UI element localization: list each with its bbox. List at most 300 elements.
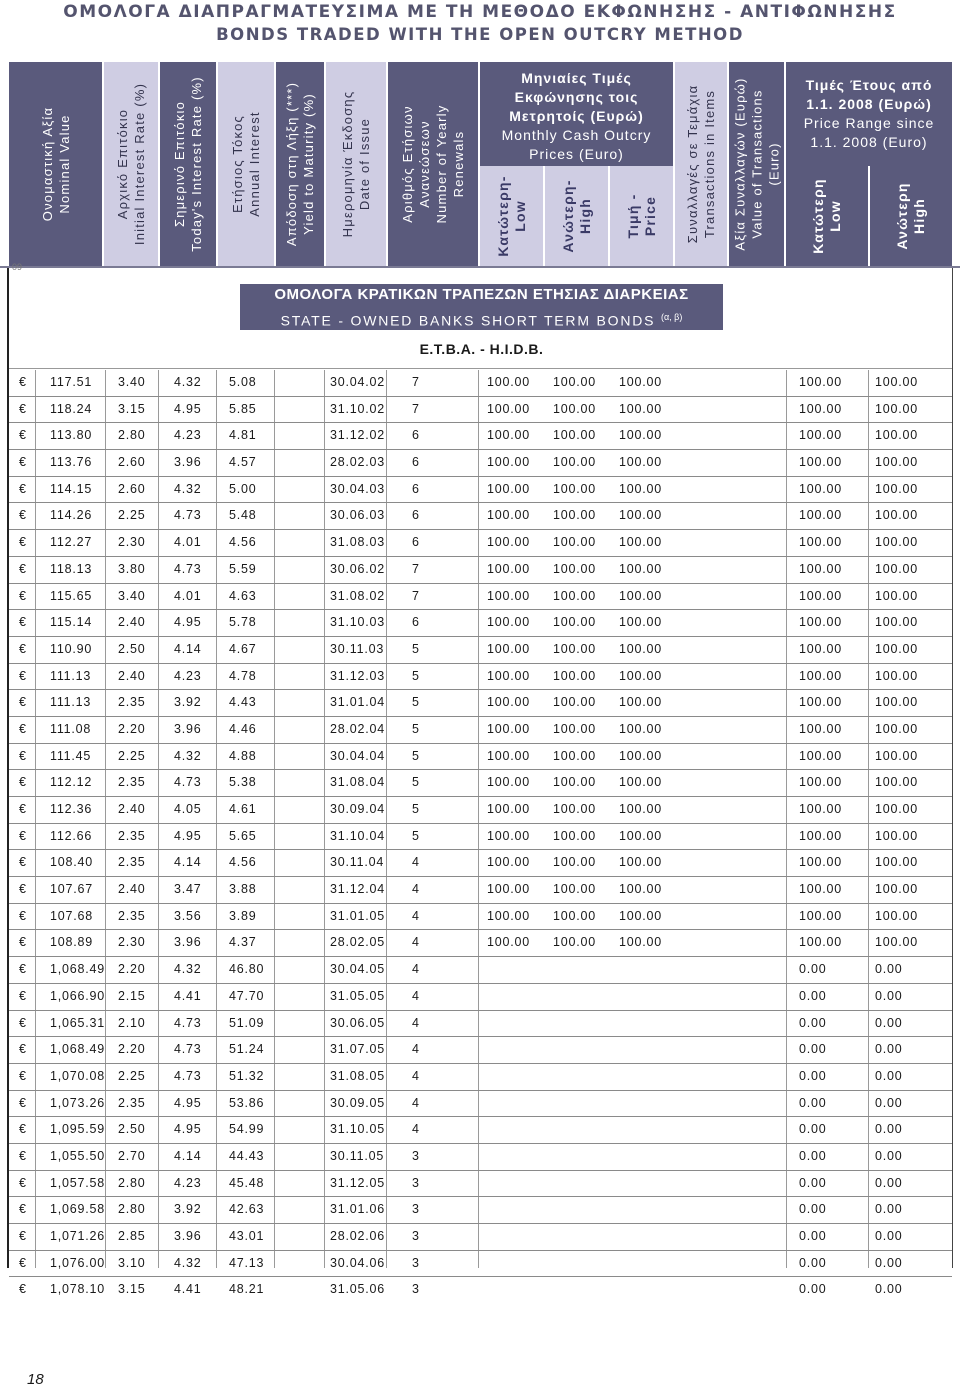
cell-renewals: 5 (412, 668, 420, 683)
cell-today-rate: 3.56 (174, 908, 202, 923)
currency-symbol: € (19, 935, 27, 950)
cell-initial-rate: 2.40 (118, 615, 146, 630)
cell-renewals: 4 (412, 988, 420, 1003)
section-title-box (240, 284, 723, 330)
table-row (9, 370, 952, 397)
cell-renewals: 6 (412, 455, 420, 470)
cell-today-rate: 3.96 (174, 455, 202, 470)
cell-range-high: 100.00 (875, 775, 919, 790)
cell-monthly-high: 100.00 (553, 375, 597, 389)
cell-annual-interest: 4.46 (229, 721, 257, 736)
cell-today-rate: 4.14 (174, 855, 202, 870)
cell-today-rate: 4.73 (174, 508, 202, 523)
cell-monthly-low: 100.00 (487, 375, 531, 389)
header-range-high: Ανώτερη High (870, 166, 952, 266)
cell-initial-rate: 2.20 (118, 1042, 146, 1057)
cell-renewals: 3 (412, 1175, 420, 1190)
cell-monthly-high: 100.00 (553, 428, 597, 443)
cell-renewals: 4 (412, 1015, 420, 1030)
cell-range-low: 100.00 (799, 508, 843, 523)
cell-monthly-high: 100.00 (553, 935, 597, 950)
cell-annual-interest: 47.13 (229, 1255, 265, 1270)
cell-issue-date: 31.10.05 (330, 1122, 386, 1137)
currency-symbol: € (19, 1015, 27, 1030)
cell-initial-rate: 2.80 (118, 1202, 146, 1217)
cell-renewals: 7 (412, 588, 420, 603)
cell-annual-interest: 4.63 (229, 588, 257, 603)
cell-monthly-low: 100.00 (487, 882, 531, 897)
cell-monthly-high: 100.00 (553, 828, 597, 843)
currency-symbol: € (19, 988, 27, 1003)
cell-monthly-price: 100.00 (619, 508, 663, 523)
cell-range-high: 100.00 (875, 641, 919, 656)
cell-monthly-high: 100.00 (553, 882, 597, 897)
cell-renewals: 5 (412, 695, 420, 710)
cell-initial-rate: 2.25 (118, 1068, 146, 1083)
cell-monthly-high: 100.00 (553, 748, 597, 763)
cell-range-low: 100.00 (799, 481, 843, 496)
cell-annual-interest: 4.67 (229, 641, 257, 656)
cell-renewals: 4 (412, 935, 420, 950)
cell-renewals: 3 (412, 1202, 420, 1217)
cell-today-rate: 3.96 (174, 721, 202, 736)
cell-range-low: 0.00 (799, 1095, 827, 1110)
cell-range-low: 0.00 (799, 1175, 827, 1190)
cell-monthly-price: 100.00 (619, 375, 663, 389)
cell-range-low: 0.00 (799, 1015, 827, 1030)
cell-initial-rate: 2.20 (118, 962, 146, 977)
cell-annual-interest: 5.85 (229, 401, 257, 416)
cell-issue-date: 30.04.04 (330, 748, 386, 763)
cell-renewals: 6 (412, 428, 420, 443)
table-row (9, 1117, 952, 1144)
cell-range-low: 0.00 (799, 1202, 827, 1217)
cell-initial-rate: 2.15 (118, 988, 146, 1003)
cell-range-low: 100.00 (799, 535, 843, 550)
cell-monthly-high: 100.00 (553, 855, 597, 870)
currency-symbol: € (19, 962, 27, 977)
cell-range-high: 0.00 (875, 1175, 903, 1190)
table-row (9, 557, 952, 584)
cell-annual-interest: 48.21 (229, 1282, 265, 1297)
table-row (9, 1037, 952, 1064)
cell-range-high: 100.00 (875, 561, 919, 576)
cell-monthly-price: 100.00 (619, 855, 663, 870)
cell-nominal-value: 1,069.58 (50, 1202, 106, 1217)
cell-range-low: 100.00 (799, 828, 843, 843)
cell-nominal-value: 1,071.26 (50, 1229, 106, 1243)
cell-initial-rate: 2.35 (118, 908, 146, 923)
cell-initial-rate: 2.35 (118, 828, 146, 843)
cell-monthly-price: 100.00 (619, 668, 663, 683)
table-row (9, 770, 952, 797)
cell-monthly-price: 100.00 (619, 908, 663, 923)
cell-annual-interest: 4.61 (229, 802, 257, 816)
cell-monthly-high: 100.00 (553, 908, 597, 923)
cell-today-rate: 4.01 (174, 535, 202, 550)
currency-symbol: € (19, 508, 27, 523)
cell-nominal-value: 1,068.49 (50, 962, 106, 977)
cell-monthly-price: 100.00 (619, 535, 663, 550)
cell-nominal-value: 114.15 (50, 481, 93, 496)
cell-range-high: 100.00 (875, 375, 919, 389)
cell-monthly-price: 100.00 (619, 721, 663, 736)
cell-monthly-high: 100.00 (553, 721, 597, 736)
table-row (9, 717, 952, 744)
cell-nominal-value: 1,065.31 (50, 1015, 106, 1030)
cell-renewals: 7 (412, 375, 420, 389)
cell-today-rate: 4.95 (174, 1122, 202, 1137)
cell-renewals: 5 (412, 828, 420, 843)
currency-symbol: € (19, 775, 27, 790)
cell-initial-rate: 2.60 (118, 455, 146, 470)
table-row (9, 1224, 952, 1251)
cell-renewals: 5 (412, 721, 420, 736)
cell-initial-rate: 3.40 (118, 375, 146, 389)
cell-monthly-high: 100.00 (553, 695, 597, 710)
cell-range-high: 0.00 (875, 988, 903, 1003)
cell-range-high: 100.00 (875, 535, 919, 550)
currency-symbol: € (19, 1095, 27, 1110)
cell-annual-interest: 3.89 (229, 908, 257, 923)
table-row (9, 423, 952, 450)
cell-range-high: 100.00 (875, 828, 919, 843)
cell-range-high: 100.00 (875, 935, 919, 950)
cell-annual-interest: 4.56 (229, 535, 257, 550)
cell-range-high: 100.00 (875, 428, 919, 443)
cell-nominal-value: 1,095.59 (50, 1122, 106, 1137)
table-row (9, 984, 952, 1011)
margin-mark: 09 (12, 262, 23, 272)
cell-renewals: 4 (412, 855, 420, 870)
cell-range-low: 100.00 (799, 935, 843, 950)
table-row (9, 877, 952, 904)
cell-monthly-price: 100.00 (619, 695, 663, 710)
cell-initial-rate: 2.85 (118, 1229, 146, 1243)
header-renewals: Αριθμός Ετήσιων Ανανεώσεων Number of Yearly Renewals (388, 62, 478, 266)
cell-range-low: 100.00 (799, 855, 843, 870)
cell-nominal-value: 115.14 (50, 615, 93, 630)
cell-initial-rate: 2.50 (118, 1122, 146, 1137)
table-row (9, 637, 952, 664)
header-monthly-high: Ανώτερη- High (545, 166, 608, 266)
currency-symbol: € (19, 1175, 27, 1190)
cell-monthly-high: 100.00 (553, 508, 597, 523)
cell-nominal-value: 114.26 (50, 508, 93, 523)
cell-nominal-value: 1,073.26 (50, 1095, 106, 1110)
currency-symbol: € (19, 748, 27, 763)
currency-symbol: € (19, 641, 27, 656)
cell-nominal-value: 1,076.00 (50, 1255, 106, 1270)
currency-symbol: € (19, 828, 27, 843)
table-row (9, 450, 952, 477)
page-title-greek: ΟΜΟΛΟΓΑ ΔΙΑΠΡΑΓΜΑΤΕΥΣΙΜΑ ΜΕ ΤΗ ΜΕΘΟΔΟ ΕΚΦΩΝΗΣΗΣ - ΑΝΤΙΦΩΝΗΣΗΣ (63, 2, 897, 22)
cell-monthly-high: 100.00 (553, 775, 597, 790)
cell-today-rate: 4.14 (174, 1148, 202, 1163)
cell-issue-date: 30.04.06 (330, 1255, 386, 1270)
cell-renewals: 7 (412, 561, 420, 576)
cell-initial-rate: 2.25 (118, 508, 146, 523)
page-number: 18 (27, 1371, 44, 1388)
cell-monthly-low: 100.00 (487, 401, 531, 416)
cell-annual-interest: 5.38 (229, 775, 257, 790)
cell-nominal-value: 112.66 (50, 828, 93, 843)
cell-range-high: 0.00 (875, 1229, 903, 1243)
currency-symbol: € (19, 615, 27, 630)
header-divider (0, 266, 960, 268)
cell-renewals: 4 (412, 1068, 420, 1083)
cell-range-high: 0.00 (875, 1068, 903, 1083)
currency-symbol: € (19, 1122, 27, 1137)
cell-today-rate: 3.92 (174, 1202, 202, 1217)
cell-range-low: 100.00 (799, 908, 843, 923)
table-row (9, 744, 952, 771)
cell-range-low: 0.00 (799, 1122, 827, 1137)
page-title-english: BONDS TRADED WITH THE OPEN OUTCRY METHOD (216, 25, 744, 44)
section-title-english: STATE - OWNED BANKS SHORT TERM BONDS $^{(\alpha, \beta)}$ (280, 312, 683, 329)
cell-range-low: 100.00 (799, 401, 843, 416)
cell-monthly-price: 100.00 (619, 401, 663, 416)
cell-renewals: 4 (412, 1095, 420, 1110)
cell-annual-interest: 5.65 (229, 828, 257, 843)
cell-range-low: 100.00 (799, 882, 843, 897)
cell-issue-date: 30.04.02 (330, 375, 386, 389)
cell-today-rate: 4.95 (174, 828, 202, 843)
cell-nominal-value: 107.68 (50, 908, 94, 923)
cell-renewals: 4 (412, 962, 420, 977)
cell-range-low: 100.00 (799, 561, 843, 576)
cell-nominal-value: 113.80 (50, 428, 93, 443)
cell-annual-interest: 45.48 (229, 1175, 265, 1190)
cell-range-low: 0.00 (799, 1148, 827, 1163)
cell-nominal-value: 112.27 (50, 535, 93, 550)
cell-nominal-value: 1,078.10 (50, 1282, 106, 1297)
header-monthly-low: Κατώτερη- Low (480, 166, 543, 266)
cell-range-low: 100.00 (799, 641, 843, 656)
cell-annual-interest: 4.43 (229, 695, 257, 710)
cell-initial-rate: 2.10 (118, 1015, 146, 1030)
cell-monthly-low: 100.00 (487, 668, 531, 683)
cell-annual-interest: 4.81 (229, 428, 257, 443)
header-yield: Απόδοση στη Λήξη (***) Yield to Maturity (%) (276, 62, 324, 266)
currency-symbol: € (19, 455, 27, 470)
cell-nominal-value: 111.08 (50, 721, 92, 736)
cell-monthly-price: 100.00 (619, 828, 663, 843)
cell-monthly-low: 100.00 (487, 828, 531, 843)
cell-issue-date: 30.06.05 (330, 1015, 386, 1030)
cell-issue-date: 31.01.06 (330, 1202, 386, 1217)
cell-renewals: 5 (412, 748, 420, 763)
cell-monthly-price: 100.00 (619, 748, 663, 763)
cell-nominal-value: 113.76 (50, 455, 93, 470)
cell-issue-date: 31.10.04 (330, 828, 386, 843)
header-year-range: Τιμές Έτους από 1.1. 2008 (Ευρώ) Price Range since 1.1. 2008 (Euro) (786, 62, 952, 166)
cell-range-high: 100.00 (875, 882, 919, 897)
cell-range-high: 100.00 (875, 855, 919, 870)
currency-symbol: € (19, 882, 27, 897)
cell-nominal-value: 1,057.58 (50, 1175, 106, 1190)
cell-issue-date: 31.01.04 (330, 695, 386, 710)
cell-annual-interest: 51.09 (229, 1015, 265, 1030)
cell-range-high: 100.00 (875, 695, 919, 710)
table-row (9, 824, 952, 851)
cell-monthly-price: 100.00 (619, 455, 663, 470)
cell-today-rate: 4.23 (174, 668, 202, 683)
table-row (9, 610, 952, 637)
cell-today-rate: 4.23 (174, 1175, 202, 1190)
cell-range-high: 100.00 (875, 588, 919, 603)
cell-range-low: 0.00 (799, 962, 827, 977)
cell-today-rate: 4.32 (174, 375, 202, 389)
cell-range-high: 0.00 (875, 1282, 903, 1297)
cell-initial-rate: 2.35 (118, 1095, 146, 1110)
cell-initial-rate: 3.15 (118, 1282, 146, 1297)
currency-symbol: € (19, 908, 27, 923)
cell-annual-interest: 4.88 (229, 748, 257, 763)
cell-monthly-price: 100.00 (619, 935, 663, 950)
header-monthly-prices: Μηνιαίες Τιμές Εκφώνησης τοις Μετρητοίς (Ευρώ) Monthly Cash Outcry Prices (Euro) (480, 62, 673, 166)
table-row (9, 584, 952, 611)
cell-issue-date: 31.10.03 (330, 615, 386, 630)
cell-monthly-high: 100.00 (553, 668, 597, 683)
cell-renewals: 3 (412, 1229, 420, 1243)
cell-nominal-value: 111.13 (50, 668, 92, 683)
cell-initial-rate: 2.40 (118, 668, 146, 683)
cell-monthly-high: 100.00 (553, 641, 597, 656)
cell-renewals: 4 (412, 1122, 420, 1137)
currency-symbol: € (19, 695, 27, 710)
currency-symbol: € (19, 1068, 27, 1083)
cell-issue-date: 31.12.05 (330, 1175, 386, 1190)
section-title-greek: ΟΜΟΛΟΓΑ ΚΡΑΤΙΚΩΝ ΤΡΑΠΕΖΩΝ ΕΤΗΣΙΑΣ ΔΙΑΡΚΕΙΑΣ (274, 286, 689, 303)
cell-nominal-value: 112.12 (50, 775, 93, 790)
cell-range-high: 0.00 (875, 1122, 903, 1137)
cell-today-rate: 3.92 (174, 695, 202, 710)
cell-nominal-value: 118.13 (50, 561, 93, 576)
cell-range-low: 0.00 (799, 988, 827, 1003)
cell-renewals: 6 (412, 508, 420, 523)
table-row (9, 1251, 952, 1278)
cell-nominal-value: 111.13 (50, 695, 92, 710)
currency-symbol: € (19, 481, 27, 496)
cell-issue-date: 31.07.05 (330, 1042, 386, 1057)
cell-range-low: 100.00 (799, 455, 843, 470)
cell-annual-interest: 4.37 (229, 935, 257, 950)
cell-range-low: 100.00 (799, 428, 843, 443)
cell-nominal-value: 110.90 (50, 641, 93, 656)
cell-annual-interest: 5.08 (229, 375, 257, 389)
cell-issue-date: 31.08.03 (330, 535, 386, 550)
table-row (9, 1144, 952, 1171)
cell-today-rate: 4.73 (174, 1042, 202, 1057)
cell-range-high: 100.00 (875, 668, 919, 683)
cell-monthly-low: 100.00 (487, 908, 531, 923)
cell-range-low: 100.00 (799, 695, 843, 710)
cell-monthly-low: 100.00 (487, 641, 531, 656)
table-row (9, 664, 952, 691)
cell-annual-interest: 5.00 (229, 481, 257, 496)
cell-nominal-value: 1,068.49 (50, 1042, 106, 1057)
currency-symbol: € (19, 1148, 27, 1163)
cell-initial-rate: 3.10 (118, 1255, 146, 1270)
cell-renewals: 4 (412, 908, 420, 923)
cell-nominal-value: 118.24 (50, 401, 93, 416)
cell-today-rate: 4.14 (174, 641, 202, 656)
currency-symbol: € (19, 1042, 27, 1057)
currency-symbol: € (19, 535, 27, 550)
table-row (9, 477, 952, 504)
cell-today-rate: 4.73 (174, 1015, 202, 1030)
cell-monthly-low: 100.00 (487, 748, 531, 763)
cell-issue-date: 30.06.02 (330, 561, 386, 576)
cell-range-high: 100.00 (875, 401, 919, 416)
header-monthly-price: Τιμή - Price (610, 166, 673, 266)
cell-monthly-low: 100.00 (487, 535, 531, 550)
cell-today-rate: 4.32 (174, 962, 202, 977)
right-border (952, 268, 953, 1268)
cell-range-low: 0.00 (799, 1282, 827, 1297)
cell-nominal-value: 108.40 (50, 855, 94, 870)
header-nominal-value: Ονομαστική Αξία Nominal Value (9, 62, 102, 266)
cell-monthly-high: 100.00 (553, 615, 597, 630)
cell-monthly-price: 100.00 (619, 481, 663, 496)
cell-today-rate: 3.96 (174, 935, 202, 950)
cell-initial-rate: 3.80 (118, 561, 146, 576)
cell-issue-date: 31.12.04 (330, 882, 386, 897)
cell-range-low: 100.00 (799, 615, 843, 630)
cell-monthly-price: 100.00 (619, 561, 663, 576)
table-row (9, 1011, 952, 1038)
cell-renewals: 3 (412, 1282, 420, 1297)
cell-range-low: 0.00 (799, 1068, 827, 1083)
cell-monthly-low: 100.00 (487, 855, 531, 870)
cell-initial-rate: 2.35 (118, 775, 146, 790)
table-row (9, 1171, 952, 1198)
cell-annual-interest: 42.63 (229, 1202, 265, 1217)
cell-initial-rate: 3.40 (118, 588, 146, 603)
cell-issue-date: 30.11.03 (330, 641, 385, 656)
cell-issue-date: 28.02.04 (330, 721, 386, 736)
section-subtitle: Ε.Τ.Β.Α. - H.I.D.B. (240, 332, 723, 366)
table-row (9, 530, 952, 557)
cell-issue-date: 30.09.04 (330, 802, 386, 816)
cell-renewals: 4 (412, 1042, 420, 1057)
header-initial-rate: Αρχικό Επιτόκιο Initial Interest Rate (%) (104, 62, 158, 266)
cell-range-low: 0.00 (799, 1255, 827, 1270)
cell-today-rate: 4.01 (174, 588, 202, 603)
table-row (9, 1091, 952, 1118)
cell-today-rate: 4.73 (174, 775, 202, 790)
cell-monthly-low: 100.00 (487, 455, 531, 470)
cell-nominal-value: 1,070.08 (50, 1068, 106, 1083)
cell-monthly-low: 100.00 (487, 481, 531, 496)
cell-renewals: 6 (412, 615, 420, 630)
cell-nominal-value: 117.51 (50, 375, 93, 389)
cell-range-high: 100.00 (875, 802, 919, 816)
table-row (9, 503, 952, 530)
cell-issue-date: 30.04.05 (330, 962, 386, 977)
currency-symbol: € (19, 588, 27, 603)
cell-issue-date: 30.09.05 (330, 1095, 386, 1110)
currency-symbol: € (19, 1282, 27, 1297)
cell-annual-interest: 5.78 (229, 615, 257, 630)
cell-today-rate: 4.41 (174, 1282, 202, 1297)
currency-symbol: € (19, 1202, 27, 1217)
cell-initial-rate: 2.40 (118, 802, 146, 816)
cell-initial-rate: 2.30 (118, 935, 146, 950)
cell-nominal-value: 111.45 (50, 748, 92, 763)
cell-today-rate: 4.73 (174, 1068, 202, 1083)
